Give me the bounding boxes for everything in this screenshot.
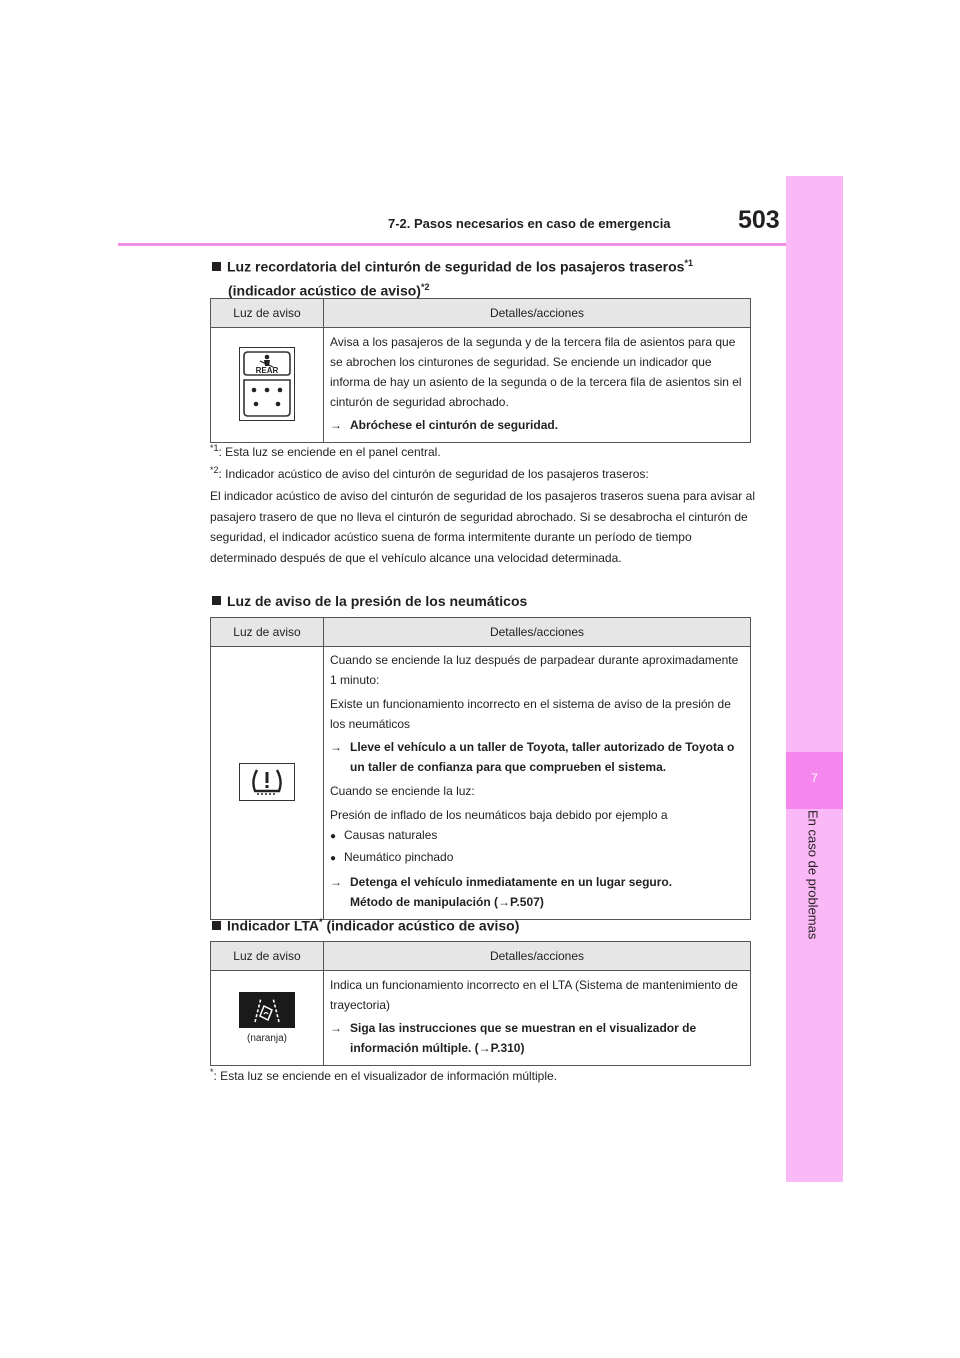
footnote-mark: *1 xyxy=(210,443,219,453)
footnote-mark: * xyxy=(210,1067,214,1077)
chapter-label xyxy=(786,810,843,1010)
footnote-mark: *2 xyxy=(210,465,219,475)
detail-text: Presión de inflado de los neumáticos baja debido por ejemplo a xyxy=(330,808,668,822)
action-text: Lleve el vehículo a un taller de Toyota, taller autorizado de Toyota o un taller de confianza para que comprueben el sistema. xyxy=(350,740,735,774)
rear-seatbelt-reminder-icon xyxy=(239,347,295,421)
footnote-ref: * xyxy=(319,917,323,927)
details-cell xyxy=(324,647,751,920)
action-row xyxy=(330,415,744,435)
section-header: 7-2. Pasos necesarios en caso de emergencia xyxy=(388,216,671,231)
details-cell xyxy=(324,328,751,443)
action-text: Siga las instrucciones que se muestran en el visualizador de información múltiple. ( xyxy=(350,1021,697,1055)
footnote-text: : Indicador acústico de aviso del cinturón de seguridad de los pasajeros traseros: xyxy=(218,467,649,481)
section3-heading xyxy=(212,912,519,936)
table-header-light: Luz de aviso xyxy=(211,299,324,328)
square-bullet-icon xyxy=(212,921,221,930)
action-row xyxy=(330,872,744,912)
page-reference-link[interactable]: P.310 xyxy=(490,1041,521,1055)
footnote-ref: *2 xyxy=(420,281,430,292)
details-cell xyxy=(324,971,751,1066)
detail-text: Indica un funcionamiento incorrecto en el LTA (Sistema de mantenimiento de trayectoria) xyxy=(330,978,738,1012)
seatbelt-paragraph: El indicador acústico de aviso del cinturón de seguridad de los pasajeros traseros suena para avisar al pasajero trasero de que no lleva el cinturón de seguridad abrochado. Si se desabrocha el cinturón de seguridad, el indicador acústico suena de forma intermitente durante un período de tiempo determinado después de que el vehículo alcance una velocidad determinada. xyxy=(210,489,755,565)
lta-indicator-icon xyxy=(239,992,295,1028)
section3-title: Indicador LTA xyxy=(227,917,320,934)
action-text: Detenga el vehículo inmediatamente en un lugar seguro. xyxy=(350,875,673,889)
header-rule xyxy=(118,243,786,246)
table-header-light: Luz de aviso xyxy=(211,942,324,971)
lta-indicator-table xyxy=(210,941,751,1066)
table-header-light: Luz de aviso xyxy=(211,618,324,647)
tire-pressure-warning-icon xyxy=(239,763,295,801)
action-row xyxy=(330,737,744,777)
list-item: ● Neumático pinchado xyxy=(330,847,744,869)
table-row xyxy=(211,328,751,443)
action-text: ) xyxy=(520,1041,525,1055)
table-header-details: Detalles/acciones xyxy=(324,942,751,971)
warning-light-cell xyxy=(211,971,324,1066)
section1-heading xyxy=(212,253,757,300)
chapter-label-text: En caso de problemas xyxy=(805,810,820,940)
icon-caption: (naranja) xyxy=(246,1033,288,1044)
footnote-text: : Esta luz se enciende en el panel central. xyxy=(218,445,441,459)
arrow-icon: → xyxy=(478,1041,491,1055)
seatbelt-warning-table xyxy=(210,298,751,443)
arrow-icon: → xyxy=(330,1021,342,1035)
section1-title: Luz recordatoria del cinturón de seguridad de los pasajeros traseros xyxy=(227,258,685,275)
list-item: ● Causas naturales xyxy=(330,825,744,847)
action-row xyxy=(330,1018,744,1058)
footnote-text: : Esta luz se enciende en el visualizador de información múltiple. xyxy=(213,1069,558,1083)
table-header-details: Detalles/acciones xyxy=(324,299,751,328)
section3-title-suffix: (indicador acústico de aviso) xyxy=(322,917,520,934)
table-header-row xyxy=(211,618,751,647)
table-header-details: Detalles/acciones xyxy=(324,618,751,647)
table-header-row xyxy=(211,299,751,328)
action-text: Método de manipulación ( xyxy=(350,895,499,909)
chapter-number: 7 xyxy=(786,752,843,809)
table-row xyxy=(211,971,751,1066)
footnote-lta xyxy=(210,1062,770,1086)
section2-title: Luz de aviso de la presión de los neumáticos xyxy=(227,593,528,609)
arrow-icon: → xyxy=(498,895,511,909)
action-text: ) xyxy=(539,895,544,909)
chapter-side-tab xyxy=(786,176,843,1182)
rear-icon-label: REAR xyxy=(255,366,279,375)
square-bullet-icon xyxy=(212,596,221,605)
page-number: 503 xyxy=(738,206,780,234)
square-bullet-icon xyxy=(212,262,221,271)
section1-title-line2: (indicador acústico de aviso) xyxy=(228,282,421,299)
section2-heading xyxy=(212,591,527,611)
table-header-row xyxy=(211,942,751,971)
table-row xyxy=(211,647,751,920)
detail-text: Cuando se enciende la luz después de parpadear durante aproximadamente 1 minuto: xyxy=(330,653,739,687)
detail-text: Existe un funcionamiento incorrecto en el sistema de aviso de la presión de los neumáticos xyxy=(330,697,731,731)
action-text: Abróchese el cinturón de seguridad. xyxy=(350,418,559,432)
arrow-icon: → xyxy=(330,418,342,432)
warning-light-cell xyxy=(211,328,324,443)
detail-text: Cuando se enciende la luz: xyxy=(330,784,475,798)
footnote-1 xyxy=(210,438,770,462)
arrow-icon: → xyxy=(330,740,342,754)
arrow-icon: → xyxy=(330,875,342,889)
page-reference-link[interactable]: P.507 xyxy=(510,895,540,909)
footnote-ref: *1 xyxy=(684,258,693,268)
footnote-2 xyxy=(210,460,770,484)
detail-text: Avisa a los pasajeros de la segunda y de la tercera fila de asientos para que se abrochen los cinturones de seguridad. Se enciende un indicador que informa de hay un asiento de la segunda o de la tercera fila de asientos sin el cinturón de seguridad abrochado. xyxy=(330,335,742,409)
warning-light-cell xyxy=(211,647,324,920)
tire-pressure-table xyxy=(210,617,751,920)
